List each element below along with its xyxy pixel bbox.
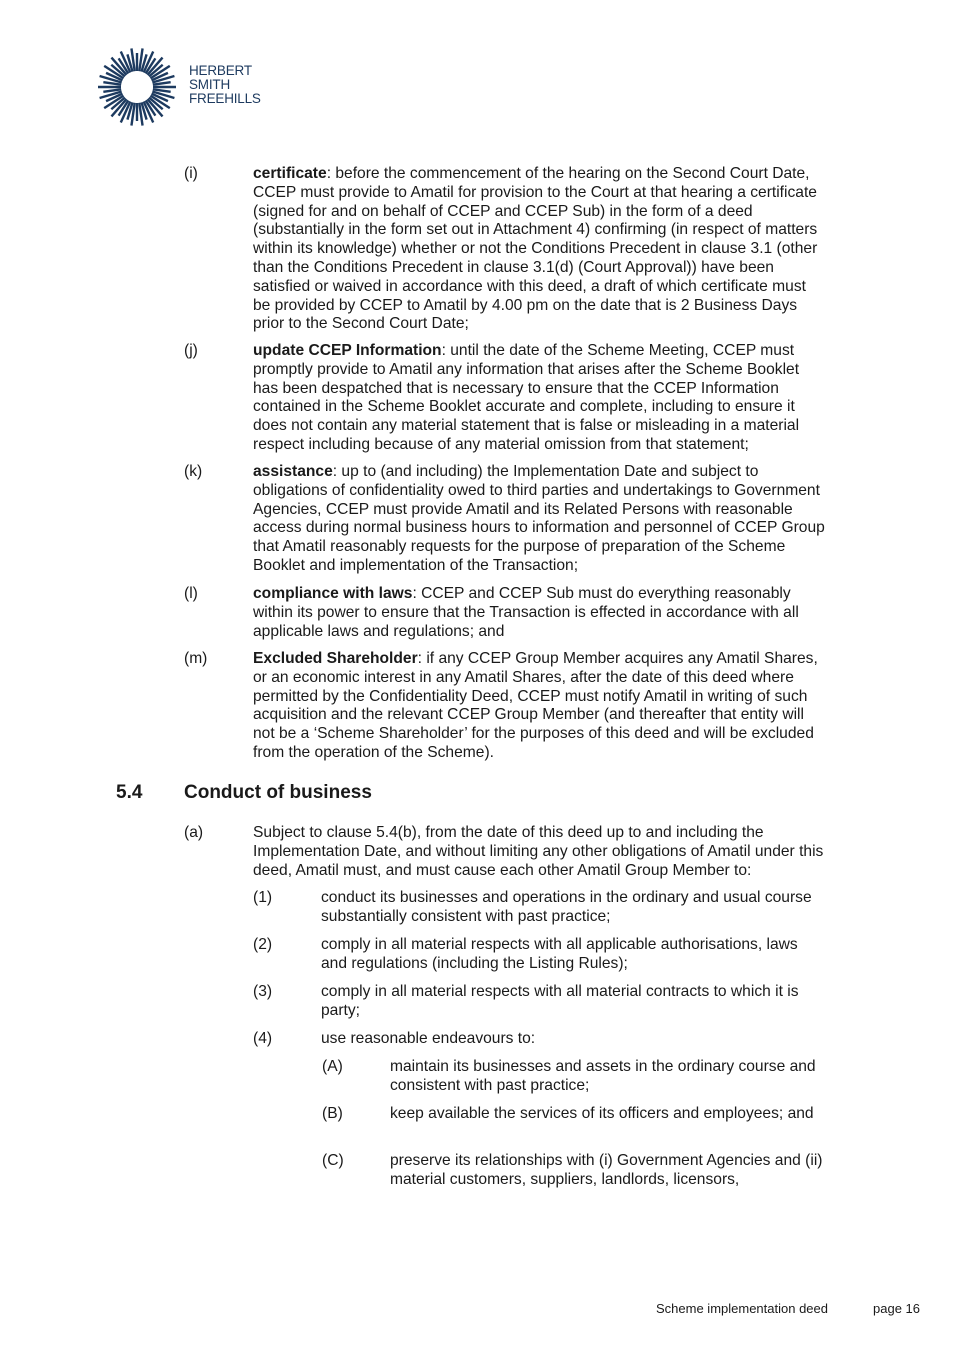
clause-a [184,824,844,882]
subsubclause-text: keep available the services of its officers and employees; and [390,1105,814,1122]
logo-line-2: SMITH [189,77,230,92]
clause-text [253,650,825,763]
logo-line-1: HERBERT [189,63,252,78]
clause-body: : before the commencement of the hearing on the Second Court Date, CCEP must provide to Amatil for provision to the Court at that hearing a certificate (signed for and on behalf of CCEP and CCEP Sub) in the form of a deed (substantially in the form set out in Attachment 4) confirming (in respect of matters within its knowledge) whether or not the Conditions Precedent in clause 3.1 (other than the Conditions Precedent in clause 3.1(d) (Court Approval)) have been satisfied or waived in accordance with this deed, a draft of which certificate must be provided by CCEP to Amatil by 4.00 pm on the date that is 2 Business Days prior to the Second Court Date; [253,165,818,333]
clause-k [184,463,844,578]
clause-i [184,165,844,335]
clause-label: (m) [184,650,208,667]
clause-label: (l) [184,585,198,602]
clause-text: Subject to clause 5.4(b), from the date of this deed up to and including the Implementation Date, and without limiting any other obligations of Amatil under this deed, Amatil must, and must cause each other Amatil Group Member to: [253,824,824,879]
subclause-2 [253,936,843,976]
subclause-text: conduct its businesses and operations in the ordinary and usual course substantially consistent with past practice; [321,889,812,925]
clause-label: (a) [184,824,204,841]
clause-body: : CCEP and CCEP Sub must do everything reasonably within its power to ensure that the Transaction is effected in accordance with all applicable laws and regulations; and [253,585,799,640]
clause-text [253,165,825,334]
subsubclause-label: (A) [322,1058,343,1075]
subsubclause-label: (C) [322,1152,344,1169]
section-number: 5.4 [116,782,143,803]
sunburst-logo-icon [96,46,178,128]
section-title: Conduct of business [184,782,372,803]
clause-label: (i) [184,165,198,182]
subclause-1 [253,889,843,929]
subsubclause-B [322,1105,844,1145]
subclause-4 [253,1030,843,1050]
subclause-label: (2) [253,936,273,953]
footer-page-number: page 16 [873,1301,920,1316]
logo-line-3: FREEHILLS [189,91,261,106]
subsubclause-text: preserve its relationships with (i) Government Agencies and (ii) material customers, suppliers, landlords, licensors, [390,1152,823,1188]
clause-label: (k) [184,463,203,480]
footer-document-title: Scheme implementation deed [656,1301,828,1316]
subclause-3 [253,983,843,1023]
clause-text [253,585,825,641]
clause-label: (j) [184,342,198,359]
clause-heading: certificate [253,165,327,182]
logo-wordmark [189,64,289,106]
subclause-text: use reasonable endeavours to: [321,1030,536,1047]
subsubclause-text: maintain its businesses and assets in the ordinary course and consistent with past practice; [390,1058,816,1094]
herbert-smith-freehills-logo [96,46,286,126]
subsubclause-label: (B) [322,1105,343,1122]
subsubclause-A [322,1058,844,1098]
clause-text [253,463,825,576]
subsubclause-C [322,1152,844,1192]
clause-heading: assistance [253,463,333,480]
clause-body: : up to (and including) the Implementation Date and subject to obligations of confidentiality owed to third parties and undertakings to Government Agencies, CCEP must provide Amatil and its Related Persons with reasonable access during normal business hours to information and personnel of CCEP Group that Amatil reasonably requests for the purpose of preparation of the Scheme Booklet and implementation of the Transaction; [253,463,825,574]
clause-heading: Excluded Shareholder [253,650,418,667]
clause-body: : if any CCEP Group Member acquires any Amatil Shares, or an economic interest in any Amatil Shares, after the date of this deed where permitted by the Confidentiality Deed, CCEP must notify Amatil in writing of such acquisition and the relevant CCEP Group Member (and thereafter that entity will not be a ‘Scheme Shareholder’ for the purposes of this deed and will be excluded from the operation of the Scheme). [253,650,818,761]
subclause-label: (3) [253,983,273,1000]
subclause-text: comply in all material respects with all material contracts to which it is party; [321,983,799,1019]
subclause-text: comply in all material respects with all applicable authorisations, laws and regulations (including the Listing Rules); [321,936,798,972]
clause-heading: compliance with laws [253,585,413,602]
clause-l [184,585,844,643]
subclause-label: (1) [253,889,273,906]
clause-m [184,650,844,765]
clause-heading: update CCEP Information [253,342,442,359]
clause-text [253,342,825,455]
clause-body: : until the date of the Scheme Meeting, CCEP must promptly provide to Amatil any information that arises after the Scheme Booklet has been despatched that is necessary to ensure that the CCEP Information contained in the Scheme Booklet accurate and complete, including to ensure it does not contain any material statement that is false or misleading in a material respect including because of any material omission from that statement; [253,342,800,453]
subclause-label: (4) [253,1030,273,1047]
clause-j [184,342,844,457]
